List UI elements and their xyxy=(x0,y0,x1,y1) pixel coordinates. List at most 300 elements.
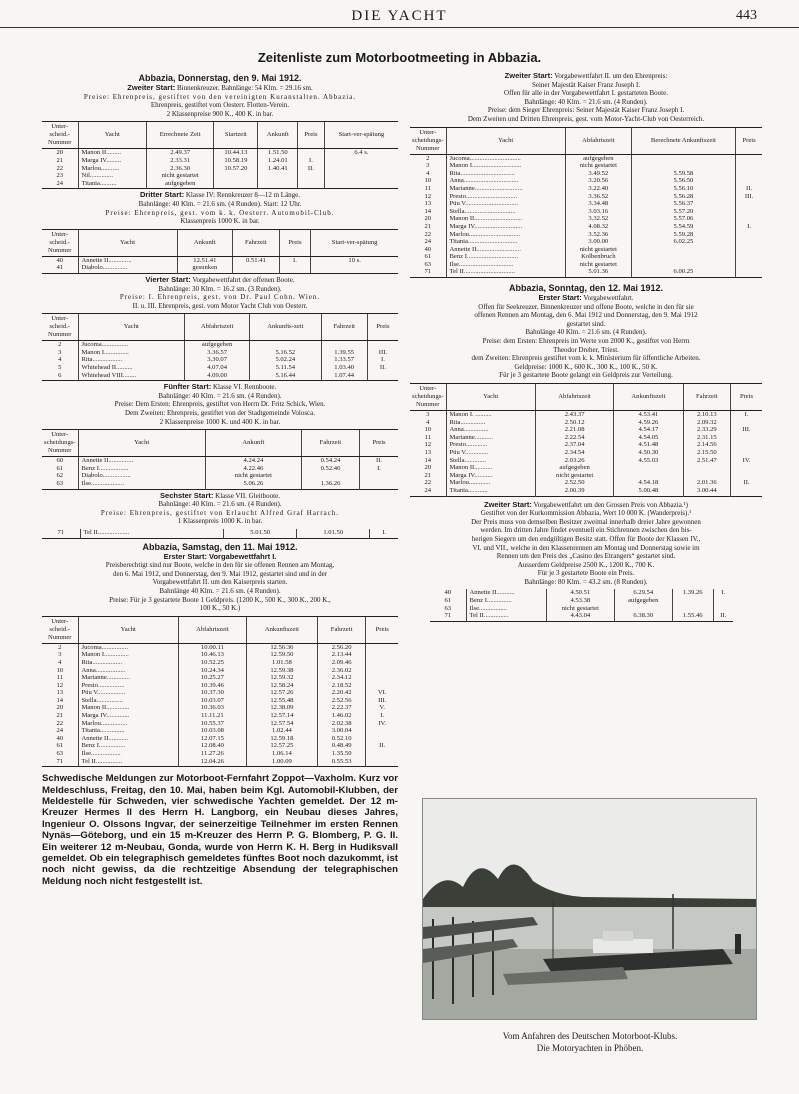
table-cell: 20 xyxy=(424,215,432,223)
table-cell: 11 xyxy=(424,184,431,192)
table-cell: 5.16.52 xyxy=(250,349,321,357)
table-cell: 40 xyxy=(56,256,64,264)
column-header: Unter-scheid.-Nummer xyxy=(42,314,78,341)
table-cell: 4 xyxy=(426,169,430,177)
text-line: Seiner Majestät Kaiser Franz Joseph I. xyxy=(531,80,641,89)
day-heading-thursday: Abbazia, Donnerstag, den 9. Mai 1912. xyxy=(138,73,302,83)
table-cell: 1.55.46 xyxy=(672,612,713,621)
text-line: Der Preis muss von demselben Besitzer zweimal innerhalb dreier Jahre gewonnen xyxy=(471,517,701,526)
column-header: Yacht xyxy=(78,122,147,149)
table-cell: 1.06.14 xyxy=(247,750,318,758)
table-cell: 5.11.54 xyxy=(250,364,321,372)
table-cell: 12.57.54 xyxy=(247,720,318,728)
table-cell: II. xyxy=(360,457,398,465)
text-line: Bahnlänge: 80 Klm. = 43.2 sm. (8 Runden). xyxy=(524,577,648,586)
text-line: Klasse IV: Rennkreuzer 8—12 m Länge. xyxy=(184,191,301,200)
table-cell: 10.58.19 xyxy=(214,157,258,165)
table-cell: Marlou................ xyxy=(78,720,178,728)
table-cell xyxy=(736,231,762,239)
table-cell: 12 xyxy=(56,681,64,689)
column-header: Unter-scheid.-Nummer xyxy=(42,122,78,149)
text-line: Bahnlänge: 30 Klm. = 16.2 sm. (3 Runden). xyxy=(158,284,282,293)
table-cell: 4.09.00 xyxy=(185,372,250,381)
table-cell: 10.52.25 xyxy=(178,659,246,667)
table-cell: 22 xyxy=(424,230,432,238)
table-cell: 5.00.48 xyxy=(614,487,683,496)
table-cell: 3.22.40 xyxy=(565,185,631,193)
text-line: 2 Klassenpreise 1000 K. und 400 K. in bar. xyxy=(159,417,281,426)
table-cell: 4.50.51 xyxy=(546,589,614,597)
table-cell: 1.24.01 xyxy=(258,157,298,165)
table-cell xyxy=(366,735,398,743)
column-header: Ankunfts-zeit xyxy=(250,314,321,341)
table-cell: Titania.......... xyxy=(78,180,147,189)
table-cell: 11 xyxy=(424,433,431,441)
table-cell: 2.21.08 xyxy=(535,426,613,434)
table-cell: 10.24.34 xyxy=(178,667,246,675)
table-cell xyxy=(736,200,762,208)
table-cell xyxy=(360,472,398,480)
table-cell: 4.51.48 xyxy=(614,441,683,449)
table-row xyxy=(410,200,762,208)
text-line: Für je 3 gestartete Boote ein Preis. xyxy=(537,569,635,578)
table-cell: I. xyxy=(367,356,398,364)
table-row xyxy=(410,253,762,261)
table-cell: Marlou............................... xyxy=(446,231,565,239)
table-cell xyxy=(631,261,735,269)
section-fifth-start xyxy=(42,383,398,426)
table-row xyxy=(42,712,398,720)
column-header: Start-ver-spätung xyxy=(311,229,398,256)
table-cell: Manon I. .......... xyxy=(446,411,535,419)
table-cell xyxy=(631,162,735,170)
table-cell: 12.57.14 xyxy=(247,712,318,720)
results-table-sonntag xyxy=(410,383,762,497)
section-fourth-start xyxy=(42,276,398,310)
table-cell: 11.11.21 xyxy=(178,712,246,720)
column-header: Yacht xyxy=(78,314,185,341)
table-cell: 22 xyxy=(56,164,64,172)
table-cell: 0.52.46 xyxy=(301,465,359,473)
table-cell: Presto............................... xyxy=(446,193,565,201)
table-cell: II. xyxy=(736,185,762,193)
table-cell: Marga IV.............. xyxy=(78,712,178,720)
text-line: Vierter Start: xyxy=(145,274,191,284)
table-cell: 2.09.32 xyxy=(683,419,731,427)
table-cell: Ilse................................. xyxy=(446,261,565,269)
table-cell: 12.08.40 xyxy=(178,742,246,750)
table-cell: 2.33.29 xyxy=(683,426,731,434)
table-cell xyxy=(324,165,398,173)
table-row xyxy=(410,162,762,170)
table-cell xyxy=(324,172,398,180)
section-sunday xyxy=(410,282,762,380)
table-cell: 6.02.25 xyxy=(631,238,735,246)
text-line: offenen Rennen am Montag, den 6. Mai 1912 und Donnerstag, den 9. Mai 1912 xyxy=(474,311,698,320)
page-header xyxy=(0,6,799,28)
column-header: Fahrzeit xyxy=(683,384,731,411)
table-cell: Jucoma................ xyxy=(78,643,178,651)
table-cell: 13 xyxy=(56,689,64,697)
table-cell: 11.27.26 xyxy=(178,750,246,758)
column-header: Unter-scheidungs-Nummer xyxy=(42,430,78,457)
table-row xyxy=(42,689,398,697)
table-cell xyxy=(631,253,735,261)
table-cell xyxy=(366,643,398,651)
section-grosser-preis xyxy=(410,501,762,587)
table-cell: aufgegeben xyxy=(535,464,613,472)
column-header: Preis xyxy=(731,384,762,411)
table-cell: 1.51.50 xyxy=(258,149,298,157)
table-cell: 5.59.58 xyxy=(631,170,735,178)
table-cell: Manon I.............................. xyxy=(446,162,565,170)
table-row xyxy=(430,589,733,597)
text-line: Bahnlänge: 40 Klm. = 21.6 sm. (4 Runden). xyxy=(524,97,648,106)
table-cell xyxy=(366,651,398,659)
text-line: VI. und VII., welche in den Klassenrennen am Montag und Donnerstag sowie im xyxy=(472,543,700,552)
table-row xyxy=(410,411,762,419)
table-row xyxy=(410,268,762,277)
table-row xyxy=(410,419,762,427)
table-cell: I. xyxy=(279,256,311,264)
table-cell xyxy=(311,264,398,273)
table-cell: 3.20.56 xyxy=(565,177,631,185)
table-cell xyxy=(250,341,321,349)
table-row xyxy=(42,697,398,705)
text-line: 100 K., 50 K.) xyxy=(199,604,241,613)
table-cell: 12.38.09 xyxy=(247,704,318,712)
table-cell: aufgegeben xyxy=(614,597,672,605)
table-cell: 3.00.00 xyxy=(565,238,631,246)
table-cell: 3.32.52 xyxy=(565,215,631,223)
table-cell: Annette II............... xyxy=(78,457,205,465)
table-cell: Tel II............... xyxy=(466,612,546,621)
text-line: Preisberechtigt sind nur Boote, welche in den für sie offenen Rennen am Montag, xyxy=(105,561,335,570)
table-cell xyxy=(736,268,762,277)
table-row xyxy=(42,172,398,180)
table-cell: Marianne........... xyxy=(446,434,535,442)
column-header: Fahrzeit xyxy=(233,229,280,256)
table-cell: I. xyxy=(360,465,398,473)
table-cell xyxy=(298,149,325,157)
text-line: Bahnlänge 40 Klm. = 21.6 sm. (4 Runden). xyxy=(159,586,281,595)
column-header: Unter-scheid.-Nummer xyxy=(42,229,78,256)
day-heading-sunday: Abbazia, Sonntag, den 12. Mai 1912. xyxy=(508,283,664,294)
table-cell: 11 xyxy=(56,674,63,682)
table-cell: Stella............................... xyxy=(446,208,565,216)
table-cell: 2.51.47 xyxy=(683,457,731,465)
table-cell: 24 xyxy=(424,238,432,246)
text-line: Bahnlänge: 40 Klm. = 21.6 sm. (4 Runden). xyxy=(158,500,282,509)
table-cell: Benz I............................... xyxy=(446,253,565,261)
text-line: Dem Zweiten: Ehrenpreis, gestiftet von der Stadtgemeinde Volosca. xyxy=(124,409,316,418)
text-line: Vorgabewettfahrt II. um den Kaiserpreis starten. xyxy=(152,578,288,587)
table-cell: Anna.................. xyxy=(78,667,178,675)
table-cell: 10 xyxy=(424,426,432,434)
table-cell: 2.56.20 xyxy=(317,643,366,651)
column-header: Start-ver-spätung xyxy=(324,122,398,149)
table-row xyxy=(42,372,398,381)
table-cell: Ilse................. xyxy=(466,605,546,613)
table-cell: 14 xyxy=(424,207,432,215)
table-cell: 24 xyxy=(56,179,64,187)
table-cell: III. xyxy=(731,426,762,434)
column-header: Preis xyxy=(298,122,325,149)
table-cell xyxy=(731,449,762,457)
table-cell: Marga IV............................. xyxy=(446,223,565,231)
text-line: Bahnlänge 40 Klm. = 21.6 sm. (4 Runden). xyxy=(525,328,647,337)
table-cell: 1.46.02 xyxy=(317,712,366,720)
table-cell: Benz I.................. xyxy=(78,465,205,473)
table-cell: Rita................................. xyxy=(446,170,565,178)
table-cell xyxy=(258,180,298,189)
table-cell: 2.34.12 xyxy=(317,674,366,682)
column-header: Preis xyxy=(279,229,311,256)
table-cell xyxy=(366,750,398,758)
table-cell: Püu V................................ xyxy=(446,200,565,208)
table-cell: 3.03.16 xyxy=(565,208,631,216)
table-cell xyxy=(366,674,398,682)
table-cell xyxy=(298,172,325,180)
table-cell: 12 xyxy=(424,192,432,200)
text-line: Bahnlänge: 40 Klm. = 21.6 sm. (4 Runden). Start: 12 Uhr. xyxy=(138,199,302,208)
table-cell xyxy=(321,341,367,349)
table-cell: Annette II........... xyxy=(466,589,546,597)
table-cell xyxy=(736,238,762,246)
main-title: Zeitenliste zum Motorbootmeeting in Abbazia. xyxy=(257,50,542,65)
table-row xyxy=(410,170,762,178)
table-cell: 10.46.13 xyxy=(178,651,246,659)
table-cell: Marga IV........... xyxy=(446,472,535,480)
table-cell: 2.20.42 xyxy=(317,689,366,697)
section-third-start xyxy=(42,191,398,225)
results-table-binnenkreuzer xyxy=(42,121,398,189)
column-header: Yacht xyxy=(78,430,205,457)
table-cell: 4.54.05 xyxy=(614,434,683,442)
table-cell: 12.58.24 xyxy=(247,682,318,690)
table-cell: 5.56.37 xyxy=(631,200,735,208)
table-cell: Jucoma............................... xyxy=(446,154,565,162)
table-cell: Whitehead II.......... xyxy=(78,364,185,372)
table-cell: 2.01.36 xyxy=(683,479,731,487)
table-cell: 2.52.56 xyxy=(317,697,366,705)
results-table-vorgabe-1 xyxy=(42,616,398,768)
results-table-offene-boote xyxy=(42,313,398,381)
table-cell xyxy=(366,758,398,767)
photo-motor-yachts xyxy=(422,798,757,1020)
table-cell xyxy=(631,246,735,254)
text-line: werden. Im dritten Jahre findet eventuell ein Stichrennen zwischen den bis- xyxy=(480,526,692,535)
table-cell: 12.59.18 xyxy=(247,735,318,743)
table-cell xyxy=(672,597,713,605)
table-cell: 23 xyxy=(56,172,64,180)
text-line: 2 Klassenpreise 900 K., 400 K. in bar. xyxy=(166,109,274,118)
table-cell: nicht gestartet xyxy=(565,246,631,254)
table-row xyxy=(42,480,398,489)
text-line: Klassenpreis 1000 K. in bar. xyxy=(180,217,260,226)
text-line: Erster Start: Vorgabewettfahrt I. xyxy=(163,551,277,561)
section-saturday xyxy=(42,541,398,613)
table-row xyxy=(42,682,398,690)
text-line xyxy=(410,294,762,303)
table-cell xyxy=(713,597,732,605)
table-cell: 40 xyxy=(56,734,64,742)
table-cell: Benz I................ xyxy=(78,742,178,750)
column-header: Preis xyxy=(366,616,398,643)
table-cell: 12.57.26 xyxy=(247,689,318,697)
table-cell: I. xyxy=(731,411,762,419)
table-cell: 6.00.25 xyxy=(631,268,735,277)
table-cell: 12.07.15 xyxy=(178,735,246,743)
table-cell xyxy=(233,264,280,273)
table-row xyxy=(410,177,762,185)
table-row xyxy=(42,157,398,165)
table-cell: 1.39.26 xyxy=(672,589,713,597)
table-row xyxy=(410,261,762,269)
table-cell: VI. xyxy=(366,689,398,697)
table-cell: Nil.............. xyxy=(78,172,147,180)
text-line: Offen für alle in der Vorgabewettfahrt I. gestarteten Boote. xyxy=(504,89,668,98)
table-cell: 10 s. xyxy=(311,256,398,264)
table-cell xyxy=(360,480,398,489)
table-cell: Manon II........... xyxy=(446,464,535,472)
table-cell: 62 xyxy=(56,472,64,480)
table-row xyxy=(410,223,762,231)
table-cell xyxy=(214,180,258,189)
table-row xyxy=(410,479,762,487)
table-cell: 10 xyxy=(424,177,432,185)
table-cell: V. xyxy=(366,704,398,712)
table-cell xyxy=(366,727,398,735)
table-cell: 1.03.40 xyxy=(321,364,367,372)
table-cell: nicht gestartet xyxy=(147,172,214,180)
table-cell: 3.52.36 xyxy=(565,231,631,239)
results-table-rennboote xyxy=(42,429,398,489)
column-header: Startzeit xyxy=(214,122,258,149)
text-line: Vorgabewettfahrt der offenen Boote. xyxy=(190,275,295,284)
table-cell: Whitehead VIII........ xyxy=(78,372,185,381)
column-header: Ankunft xyxy=(205,430,301,457)
table-cell xyxy=(366,667,398,675)
text-line: Für je 3 gestartete Boote gelangt ein Geldpreis zur Verteilung. xyxy=(499,371,673,380)
text-line: Binnenkreuzer. Bahnlänge: 54 Klm. = 29.16 sm. xyxy=(175,84,313,92)
column-header: Abfahrtszeit xyxy=(565,127,631,154)
table-cell: Diabolo................. xyxy=(78,472,205,480)
table-cell: 71 xyxy=(56,757,64,765)
table-row xyxy=(42,651,398,659)
table-cell: 13 xyxy=(424,200,432,208)
table-cell: nicht gestartet xyxy=(205,472,301,480)
table-cell xyxy=(631,154,735,162)
text-line xyxy=(42,191,398,200)
table-cell: 10.44.13 xyxy=(214,149,258,157)
column-header: Berechnete Ankunftszeit xyxy=(631,127,735,154)
table-cell: 4 xyxy=(58,356,62,364)
table-cell: 14 xyxy=(56,696,64,704)
table-row xyxy=(42,750,398,758)
table-cell: Marlou........... xyxy=(78,165,147,173)
table-cell xyxy=(614,472,683,480)
table-cell: Marianne.............. xyxy=(78,674,178,682)
table-cell xyxy=(324,180,398,189)
table-row xyxy=(410,185,762,193)
text-line: Bahnlänge: 40 Klm. = 21.6 sm. (4 Runden). xyxy=(158,391,282,400)
table-cell: 22 xyxy=(424,479,432,487)
table-cell: III. xyxy=(367,349,398,357)
table-cell: 3.30.07 xyxy=(185,356,250,364)
text-line: Preise: Ehrenpreis, gest. vom k. k. Oesterr. Automobil-Club. xyxy=(105,208,335,217)
table-cell: Tel II................ xyxy=(78,758,178,767)
text-line: herigen Siegern um den endgültigen Besitz statt. Offen für Boote der Klassen IV., xyxy=(471,534,701,543)
table-cell: 63 xyxy=(56,480,64,487)
table-cell xyxy=(614,464,683,472)
table-cell: 5.54.59 xyxy=(631,223,735,231)
left-column xyxy=(42,72,398,1082)
table-cell: 60 xyxy=(56,457,64,465)
table-cell: nicht gestartet xyxy=(535,472,613,480)
column-header: Preis xyxy=(360,430,398,457)
table-cell: 4.43.04 xyxy=(546,612,614,621)
section-thursday xyxy=(42,72,398,118)
table-cell: II. xyxy=(367,364,398,372)
text-line xyxy=(42,383,398,392)
table-row xyxy=(42,256,398,264)
table-cell: II. xyxy=(713,612,732,621)
text-line: dem Zweiten: Ehrenpreis gestiftet vom k. k. Ministerium für öffentliche Arbeiten. xyxy=(471,354,701,363)
table-row xyxy=(42,465,398,473)
column-header: Yacht xyxy=(78,616,178,643)
table-cell xyxy=(683,464,731,472)
table-cell: aufgegeben xyxy=(185,341,250,349)
table-cell: Rita............... xyxy=(446,419,535,427)
table-cell: 1.39.55 xyxy=(321,349,367,357)
table-cell: 40 xyxy=(444,589,452,597)
table-cell: 4 xyxy=(426,418,430,426)
table-cell: Tel II............................... xyxy=(446,268,565,277)
column-header: Abfahrtszeit xyxy=(178,616,246,643)
day-heading-saturday: Abbazia, Samstag, den 11. Mai 1912. xyxy=(142,541,298,552)
column-header: Unter-scheidungs-Nummer xyxy=(410,384,446,411)
table-cell xyxy=(736,215,762,223)
table-cell: 21 xyxy=(424,471,432,479)
text-line: Ausserdem Geldpreise 2500 K., 1200 K., 700 K. xyxy=(517,560,655,569)
table-cell: 61 xyxy=(444,597,452,605)
table-row xyxy=(42,356,398,364)
table-cell: 5.01.36 xyxy=(565,268,631,277)
table-cell: I. xyxy=(736,223,762,231)
table-cell: 2.14.56 xyxy=(683,441,731,449)
table-cell: 20 xyxy=(56,704,64,712)
table-cell: Benz I............... xyxy=(466,597,546,605)
table-cell: nicht gestartet xyxy=(565,261,631,269)
table-cell: 10.55.37 xyxy=(178,720,246,728)
table-cell: 4 xyxy=(58,658,62,666)
table-cell: 2.03.26 xyxy=(535,457,613,465)
table-cell: 24 xyxy=(56,727,64,735)
photo-caption xyxy=(410,1030,770,1054)
text-line: Rennen um den Preis des „Casino des Etrangers“ gestartet sind. xyxy=(496,552,676,561)
text-line: Zweiter Start: xyxy=(127,83,176,92)
table-row xyxy=(430,612,733,621)
table-row xyxy=(42,667,398,675)
table-cell: 2.37.04 xyxy=(535,441,613,449)
results-table-rennkreuzer xyxy=(42,229,398,274)
table-cell: 22 xyxy=(56,719,64,727)
table-cell: 40 xyxy=(424,245,432,253)
table-cell: Ilse.................... xyxy=(78,480,205,489)
table-cell: 3.00.04 xyxy=(317,727,366,735)
text-line: Vorgabewettfahrt um den Grossen Preis von Abbazia.¹) xyxy=(531,500,688,509)
